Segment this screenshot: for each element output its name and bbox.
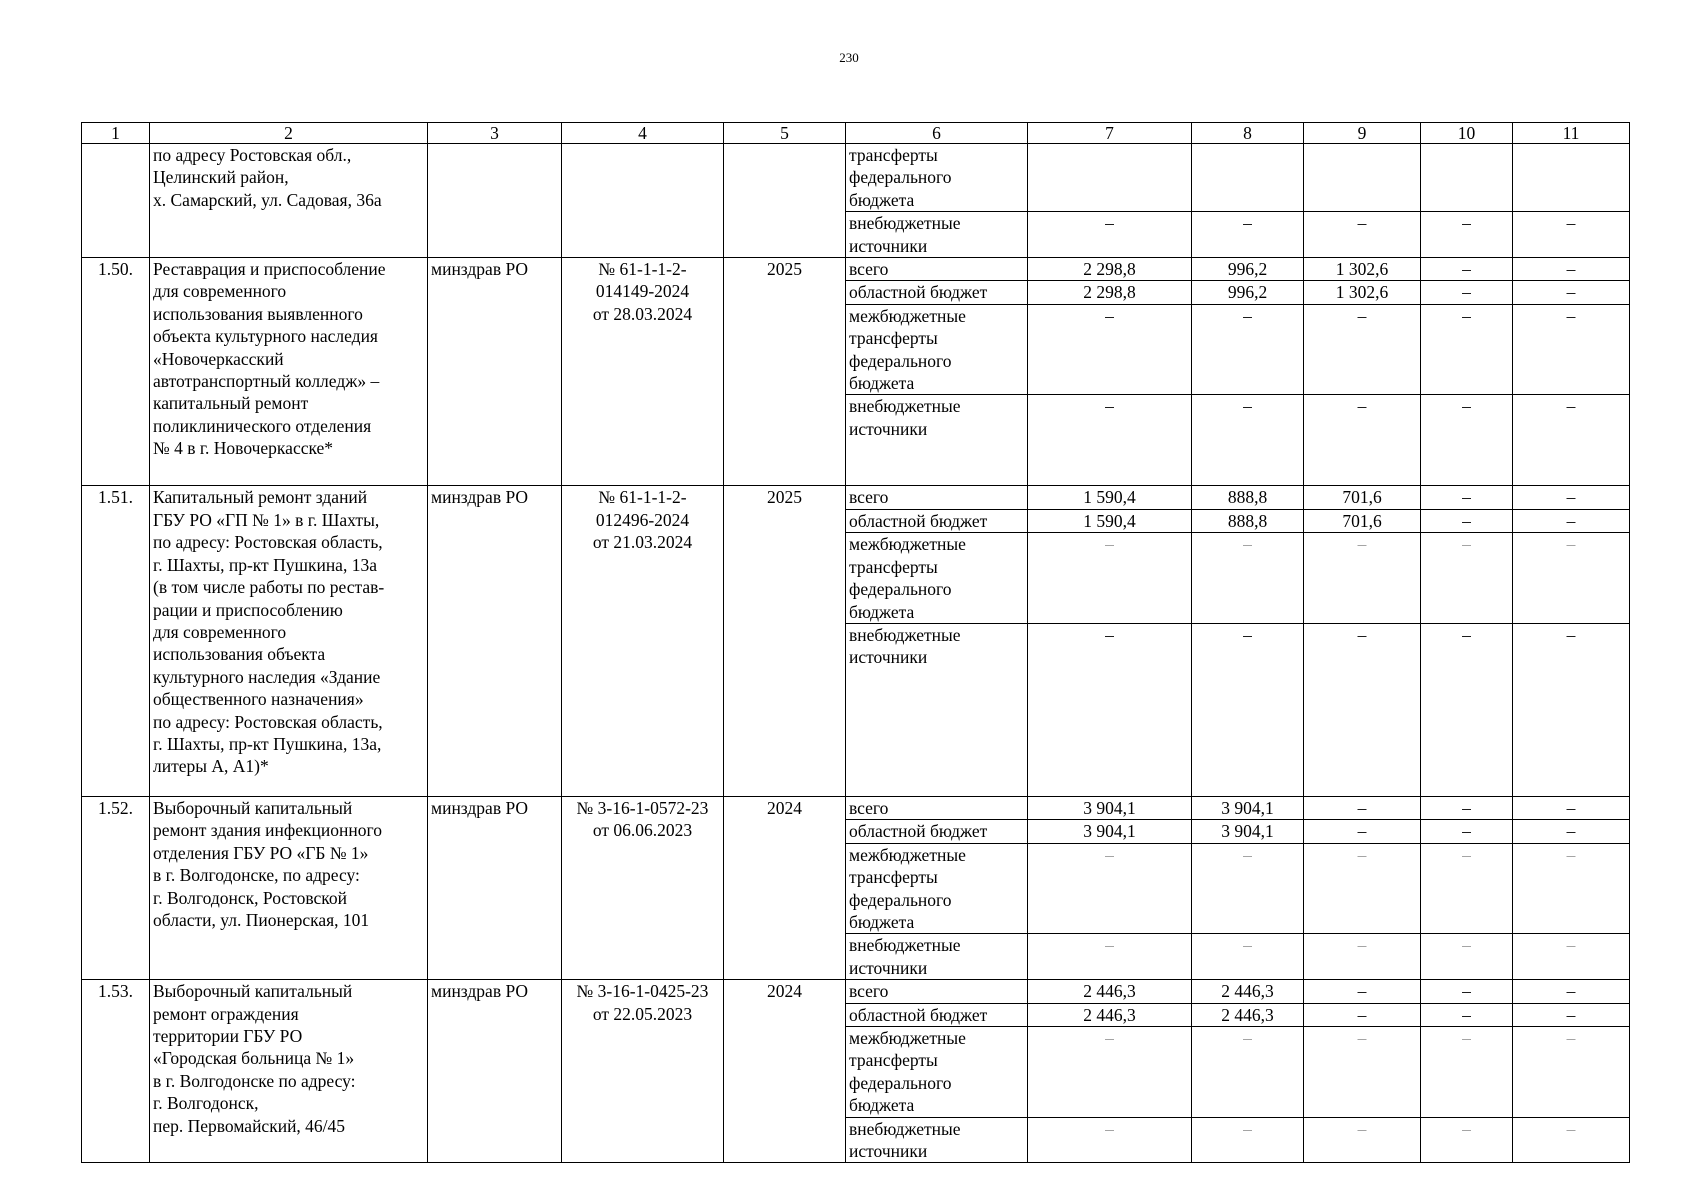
source-label-cell: межбюджетные трансферты федерального бюджета bbox=[846, 1026, 1028, 1117]
table-row bbox=[82, 980, 1630, 1003]
value-cell: – bbox=[1513, 623, 1630, 796]
document-cell: № 61-1-1-2- 014149-2024 от 28.03.2024 bbox=[562, 258, 724, 486]
document-cell: № 61-1-1-2- 012496-2024 от 21.03.2024 bbox=[562, 486, 724, 796]
value-cell: – bbox=[1304, 304, 1421, 395]
value-cell: – bbox=[1304, 980, 1421, 1003]
value-cell: – bbox=[1028, 623, 1192, 796]
value-cell: – bbox=[1513, 843, 1630, 934]
value-cell: 2 446,3 bbox=[1192, 1003, 1304, 1026]
value-cell: – bbox=[1304, 843, 1421, 934]
source-label-cell: межбюджетные трансферты федерального бюджета bbox=[846, 304, 1028, 395]
value-cell: – bbox=[1513, 486, 1630, 509]
year-cell: 2025 bbox=[724, 258, 846, 486]
source-label-cell: всего bbox=[846, 258, 1028, 281]
value-cell: 2 298,8 bbox=[1028, 258, 1192, 281]
value-cell: – bbox=[1421, 1026, 1513, 1117]
value-cell: – bbox=[1421, 796, 1513, 819]
value-cell: 996,2 bbox=[1192, 281, 1304, 304]
value-cell: – bbox=[1028, 304, 1192, 395]
table-header-row bbox=[82, 123, 1630, 144]
value-cell: – bbox=[1028, 395, 1192, 486]
column-header: 6 bbox=[846, 123, 1028, 144]
value-cell: – bbox=[1304, 1026, 1421, 1117]
value-cell: – bbox=[1192, 533, 1304, 624]
document-cell: № 3-16-1-0425-23 от 22.05.2023 bbox=[562, 980, 724, 1163]
value-cell: 701,6 bbox=[1304, 509, 1421, 532]
budget-table bbox=[81, 122, 1630, 1163]
value-cell: – bbox=[1304, 395, 1421, 486]
year-cell bbox=[724, 144, 846, 258]
value-cell: – bbox=[1304, 1003, 1421, 1026]
value-cell: – bbox=[1421, 980, 1513, 1003]
value-cell: – bbox=[1421, 258, 1513, 281]
column-header: 1 bbox=[82, 123, 150, 144]
value-cell bbox=[1192, 144, 1304, 212]
source-label-cell: всего bbox=[846, 486, 1028, 509]
value-cell: – bbox=[1421, 486, 1513, 509]
value-cell: – bbox=[1304, 212, 1421, 258]
value-cell: – bbox=[1304, 1117, 1421, 1163]
source-label-cell: межбюджетные трансферты федерального бюджета bbox=[846, 843, 1028, 934]
value-cell: – bbox=[1304, 934, 1421, 980]
value-cell: – bbox=[1421, 395, 1513, 486]
value-cell: 1 590,4 bbox=[1028, 509, 1192, 532]
value-cell: 888,8 bbox=[1192, 486, 1304, 509]
source-label-cell: внебюджетные источники bbox=[846, 934, 1028, 980]
value-cell: – bbox=[1421, 1003, 1513, 1026]
value-cell: – bbox=[1513, 1026, 1630, 1117]
source-label-cell: внебюджетные источники bbox=[846, 212, 1028, 258]
value-cell: 888,8 bbox=[1192, 509, 1304, 532]
object-name-cell: Реставрация и приспособление для современного использования выявленного объекта культурного наследия «Новочеркасский автотранспортный колледж» – капитальный ремонт поликлинического отделения № 4 в г. Новочеркасске* bbox=[150, 258, 428, 486]
value-cell: 2 298,8 bbox=[1028, 281, 1192, 304]
value-cell: 701,6 bbox=[1304, 486, 1421, 509]
value-cell: – bbox=[1192, 843, 1304, 934]
value-cell: – bbox=[1192, 1026, 1304, 1117]
value-cell: – bbox=[1192, 934, 1304, 980]
value-cell: – bbox=[1513, 1003, 1630, 1026]
value-cell: – bbox=[1421, 212, 1513, 258]
column-header: 4 bbox=[562, 123, 724, 144]
organization-cell: минздрав РО bbox=[428, 486, 562, 796]
value-cell: – bbox=[1513, 533, 1630, 624]
value-cell: 2 446,3 bbox=[1028, 1003, 1192, 1026]
row-number-cell bbox=[82, 144, 150, 258]
value-cell: – bbox=[1028, 843, 1192, 934]
value-cell: – bbox=[1513, 304, 1630, 395]
value-cell: 3 904,1 bbox=[1192, 796, 1304, 819]
value-cell: – bbox=[1304, 623, 1421, 796]
organization-cell: минздрав РО bbox=[428, 258, 562, 486]
value-cell: – bbox=[1421, 934, 1513, 980]
value-cell: – bbox=[1192, 212, 1304, 258]
value-cell: – bbox=[1421, 533, 1513, 624]
value-cell: – bbox=[1028, 1026, 1192, 1117]
value-cell: – bbox=[1192, 1117, 1304, 1163]
object-name-cell: Выборочный капитальный ремонт ограждения территории ГБУ РО «Городская больница № 1» в г. Волгодонске по адресу: г. Волгодонск, пер. Первомайский, 46/45 bbox=[150, 980, 428, 1163]
row-number-cell: 1.50. bbox=[82, 258, 150, 486]
year-cell: 2024 bbox=[724, 980, 846, 1163]
source-label-cell: трансферты федерального бюджета bbox=[846, 144, 1028, 212]
year-cell: 2024 bbox=[724, 796, 846, 979]
value-cell: – bbox=[1304, 533, 1421, 624]
source-label-cell: всего bbox=[846, 980, 1028, 1003]
table-row bbox=[82, 258, 1630, 281]
value-cell: – bbox=[1513, 509, 1630, 532]
value-cell: – bbox=[1421, 281, 1513, 304]
year-cell: 2025 bbox=[724, 486, 846, 796]
source-label-cell: областной бюджет bbox=[846, 820, 1028, 843]
value-cell: – bbox=[1513, 395, 1630, 486]
column-header: 7 bbox=[1028, 123, 1192, 144]
value-cell: – bbox=[1513, 934, 1630, 980]
value-cell: – bbox=[1421, 304, 1513, 395]
organization-cell: минздрав РО bbox=[428, 796, 562, 979]
value-cell: 1 590,4 bbox=[1028, 486, 1192, 509]
value-cell: – bbox=[1513, 980, 1630, 1003]
table-row bbox=[82, 796, 1630, 819]
source-label-cell: межбюджетные трансферты федерального бюджета bbox=[846, 533, 1028, 624]
table-row bbox=[82, 144, 1630, 212]
column-header: 2 bbox=[150, 123, 428, 144]
value-cell: 2 446,3 bbox=[1192, 980, 1304, 1003]
column-header: 5 bbox=[724, 123, 846, 144]
column-header: 9 bbox=[1304, 123, 1421, 144]
value-cell: – bbox=[1421, 509, 1513, 532]
value-cell: – bbox=[1304, 796, 1421, 819]
object-name-cell: по адресу Ростовская обл., Целинский район, х. Самарский, ул. Садовая, 36а bbox=[150, 144, 428, 258]
value-cell: 996,2 bbox=[1192, 258, 1304, 281]
source-label-cell: внебюджетные источники bbox=[846, 623, 1028, 796]
value-cell: – bbox=[1028, 212, 1192, 258]
value-cell: – bbox=[1028, 1117, 1192, 1163]
value-cell: 3 904,1 bbox=[1192, 820, 1304, 843]
row-number-cell: 1.51. bbox=[82, 486, 150, 796]
table-row bbox=[82, 486, 1630, 509]
value-cell: – bbox=[1421, 843, 1513, 934]
value-cell: – bbox=[1192, 395, 1304, 486]
value-cell: – bbox=[1513, 796, 1630, 819]
value-cell: – bbox=[1421, 820, 1513, 843]
organization-cell bbox=[428, 144, 562, 258]
value-cell bbox=[1028, 144, 1192, 212]
row-number-cell: 1.53. bbox=[82, 980, 150, 1163]
value-cell: – bbox=[1421, 623, 1513, 796]
document-cell bbox=[562, 144, 724, 258]
page-number: 230 bbox=[839, 50, 859, 65]
object-name-cell: Выборочный капитальный ремонт здания инфекционного отделения ГБУ РО «ГБ № 1» в г. Волгодонске, по адресу: г. Волгодонск, Ростовской области, ул. Пионерская, 101 bbox=[150, 796, 428, 979]
value-cell: 3 904,1 bbox=[1028, 820, 1192, 843]
row-number-cell: 1.52. bbox=[82, 796, 150, 979]
column-header: 11 bbox=[1513, 123, 1630, 144]
value-cell bbox=[1421, 144, 1513, 212]
value-cell: – bbox=[1513, 258, 1630, 281]
value-cell: 2 446,3 bbox=[1028, 980, 1192, 1003]
column-header: 8 bbox=[1192, 123, 1304, 144]
value-cell: – bbox=[1192, 304, 1304, 395]
source-label-cell: внебюджетные источники bbox=[846, 395, 1028, 486]
value-cell: – bbox=[1421, 1117, 1513, 1163]
value-cell: – bbox=[1513, 281, 1630, 304]
value-cell: 1 302,6 bbox=[1304, 281, 1421, 304]
document-cell: № 3-16-1-0572-23 от 06.06.2023 bbox=[562, 796, 724, 979]
value-cell: – bbox=[1513, 820, 1630, 843]
value-cell: 3 904,1 bbox=[1028, 796, 1192, 819]
column-header: 10 bbox=[1421, 123, 1513, 144]
organization-cell: минздрав РО bbox=[428, 980, 562, 1163]
value-cell: – bbox=[1513, 1117, 1630, 1163]
source-label-cell: областной бюджет bbox=[846, 509, 1028, 532]
value-cell: – bbox=[1192, 623, 1304, 796]
value-cell bbox=[1513, 144, 1630, 212]
column-header: 3 bbox=[428, 123, 562, 144]
source-label-cell: областной бюджет bbox=[846, 281, 1028, 304]
object-name-cell: Капитальный ремонт зданий ГБУ РО «ГП № 1» в г. Шахты, по адресу: Ростовская область, г. Шахты, пр-кт Пушкина, 13а (в том числе работы по рестав- рации и приспособлению для современного использования объекта культурного наследия «Здание общественного назначения» по адресу: Ростовская область, г. Шахты, пр-кт Пушкина, 13а, литеры А, А1)* bbox=[150, 486, 428, 796]
source-label-cell: областной бюджет bbox=[846, 1003, 1028, 1026]
value-cell: 1 302,6 bbox=[1304, 258, 1421, 281]
value-cell bbox=[1304, 144, 1421, 212]
value-cell: – bbox=[1513, 212, 1630, 258]
value-cell: – bbox=[1028, 533, 1192, 624]
source-label-cell: всего bbox=[846, 796, 1028, 819]
value-cell: – bbox=[1304, 820, 1421, 843]
value-cell: – bbox=[1028, 934, 1192, 980]
source-label-cell: внебюджетные источники bbox=[846, 1117, 1028, 1163]
